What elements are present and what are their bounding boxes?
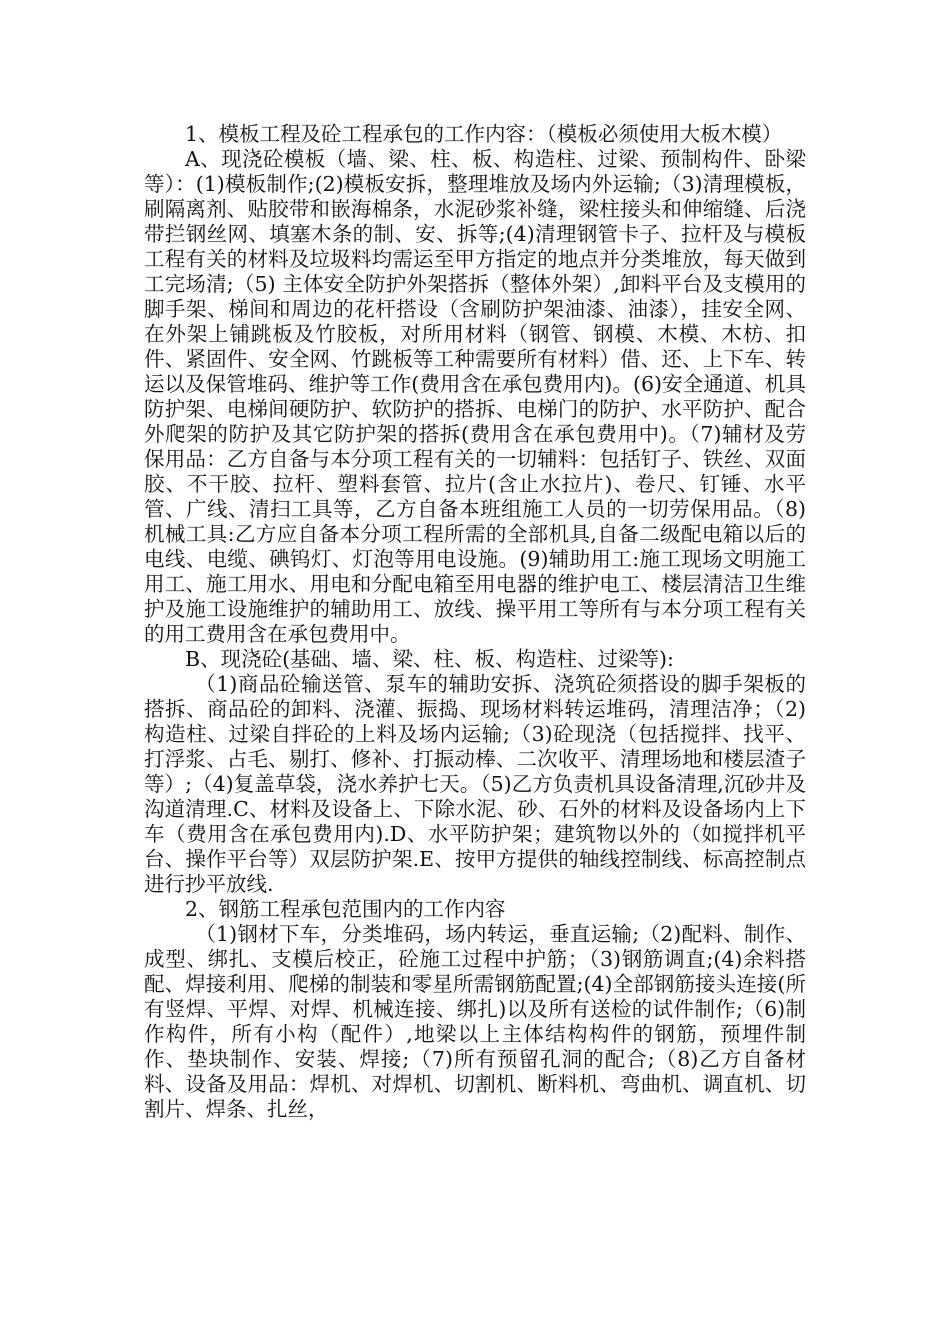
section-a-formwork-paragraph: A、现浇砼模板（墙、梁、柱、板、构造柱、过梁、预制构件、卧梁等）：(1)模板制作;(2)模板安拆，整理堆放及场内外运输;（3)清理模板，刷隔离剂、贴胶带和嵌海棉条，水泥砂浆补缝，梁柱接头和伸缩缝、后浇带拦钢丝网、填塞木条的制、安、拆等;(4)清理钢管卡子、拉杆及与模板工程有关的材料及垃圾料均需运至甲方指定的地点并分类堆放，每天做到工完场清;（5) 主体安全防护外架搭拆（整体外架）,卸料平台及支模用的脚手架、梯间和周边的花杆搭设（含刷防护架油漆、油漆），挂安全网、在外架上铺跳板及竹胶板，对所用材料（钢管、钢模、木模、木枋、扣件、紧固件、安全网、竹跳板等工种需要所有材料）借、还、上下车、转运以及保管堆码、维护等工作(费用含在承包费用内)。(6)安全通道、机具防护架、电梯间硬防护、软防护的搭拆、电梯门的防护、水平防护、配合外爬架的防护及其它防护架的搭拆(费用含在承包费用中)。（7)辅材及劳保用品：乙方自备与本分项工程有关的一切辅料：包括钉子、铁丝、双面胶、不干胶、拉杆、塑料套管、拉片(含止水拉片)、卷尺、钉锤、水平管、广线、清扫工具等，乙方自备本班组施工人员的一切劳保用品。（8)机械工具:乙方应自备本分项工程所需的全部机具,自备二级配电箱以后的电线、电缆、碘钨灯、灯泡等用电设施。(9)辅助用工:施工现场文明施工用工、施工用水、用电和分配电箱至用电器的维护电工、楼层清洁卫生维护及施工设施维护的辅助用工、放线、操平用工等所有与本分项工程有关的用工费用含在承包费用中。 xyxy=(144,147,806,646)
document-body xyxy=(144,122,806,1122)
section-2-heading-paragraph: 2、钢筋工程承包范围内的工作内容 xyxy=(185,897,506,921)
section-2-rebar-paragraph: （1)钢材下车，分类堆码，场内转运，垂直运输;（2)配料、制作、成型、绑扎、支模后校正，砼施工过程中护筋；（3)钢筋调直;(4)余料搭配、焊接利用、爬梯的制装和零星所需钢筋配置;(4)全部钢筋接头连接(所有竖焊、平焊、对焊、机械连接、绑扎)以及所有送检的试件制作;（6)制作构件，所有小构（配件）,地梁以上主体结构构件的钢筋，预埋件制作、垫块制作、安装、焊接;（7)所有预留孔洞的配合;（8)乙方自备材料、设备及用品：焊机、对焊机、切割机、断料机、弯曲机、调直机、切割片、焊条、扎丝， xyxy=(144,922,806,1121)
section-b-concrete-paragraph: （1)商品砼输送管、泵车的辅助安拆、浇筑砼须搭设的脚手架板的搭拆、商品砼的卸料、浇灌、振捣、现场材料转运堆码，清理洁净；（2)构造柱、过梁自拌砼的上料及场内运输;（3)砼现浇（包括搅拌、找平、打浮浆、占毛、剔打、修补、打振动棒、二次收平、清理场地和楼层渣子等）;（4)复盖草袋，浇水养护七天。（5)乙方负责机具设备清理,沉砂井及沟道清理.C、材料及设备上、下除水泥、砂、石外的材料及设备场内上下车（费用含在承包费用内).D、水平防护架；建筑物以外的（如搅拌机平台、操作平台等）双层防护架.E、按甲方提供的轴线控制线、标高控制点进行抄平放线. xyxy=(144,672,806,896)
section-b-heading-paragraph: B、现浇砼(基础、墙、梁、柱、板、构造柱、过梁等): xyxy=(185,647,674,671)
section-1-heading-paragraph: 1、模板工程及砼工程承包的工作内容：（模板必须使用大板木模） xyxy=(185,122,783,146)
